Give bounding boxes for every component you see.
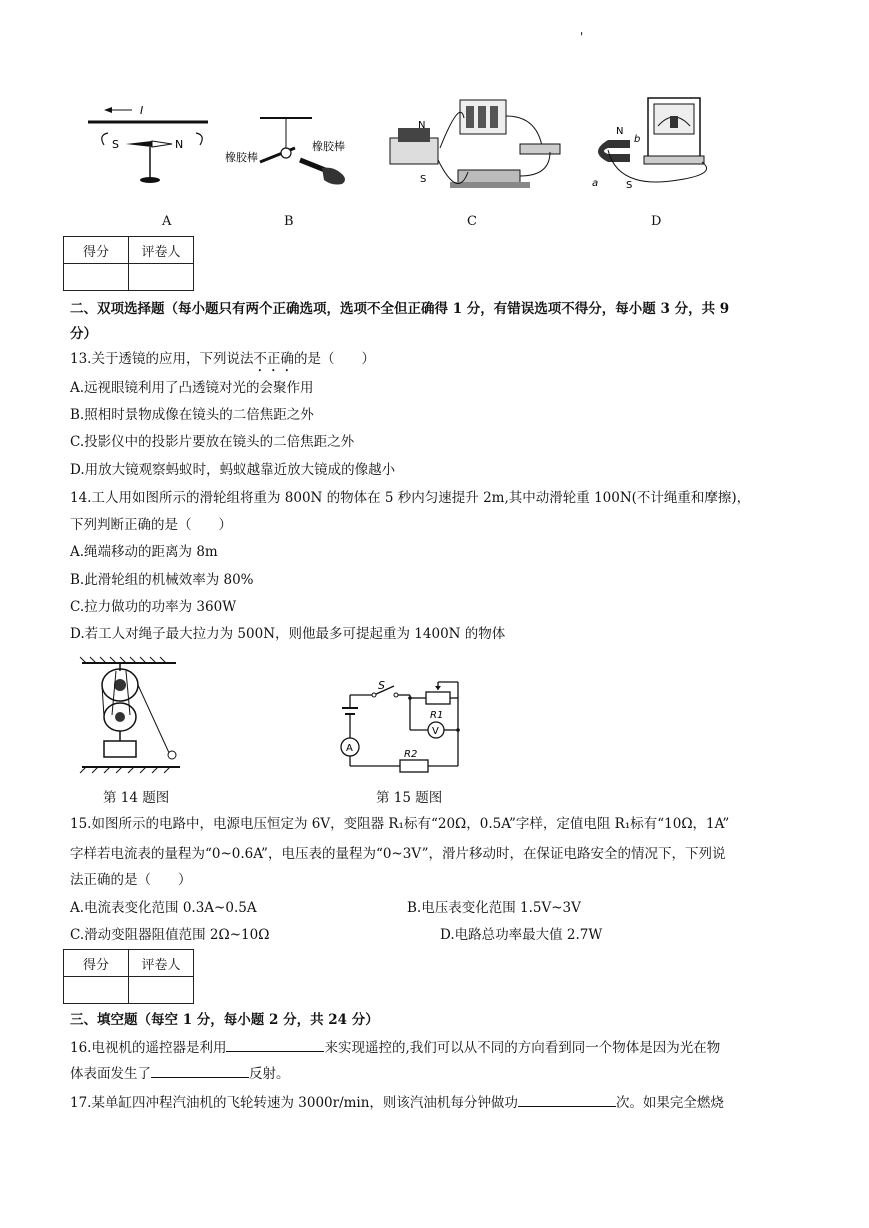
section2-heading: 二、双项选择题（每小题只有两个正确选项，选项不全但正确得 1 分，有错误选项不得分，每小题 3 分，共 9	[70, 301, 730, 317]
fig-d-n-label: N	[616, 126, 624, 137]
q14-option-d: D.若工人对绳子最大拉力为 500N，则他最多可提起重为 1400N 的物体	[70, 626, 506, 642]
q13-stem-pre: 13.关于透镜的应用，下列说法	[70, 351, 254, 367]
fig-d-a-label: a	[592, 178, 599, 189]
fig-d-b-label: b	[634, 134, 641, 145]
q15-option-d: D.电路总功率最大值 2.7W	[440, 927, 603, 943]
q16-line-2	[70, 1063, 290, 1083]
grader-label: 评卷人	[129, 237, 194, 264]
fig15-v-label: V	[432, 726, 439, 737]
q17-line-1	[70, 1092, 724, 1112]
score-table-2	[63, 949, 194, 1004]
figure-c	[390, 100, 560, 188]
fig-a-current-label: I	[140, 104, 144, 117]
fig-c-s-label: S	[420, 174, 427, 185]
q17-text-b: 次。如果完全燃烧	[615, 1095, 724, 1111]
fig-label-b: B	[284, 214, 294, 229]
fig15-caption: 第 15 题图	[376, 790, 443, 806]
fig-b-left-label: 橡胶棒	[225, 151, 258, 164]
q16-text-d: 反射。	[249, 1066, 290, 1082]
score-table-1	[63, 236, 194, 291]
q16-blank-1[interactable]	[226, 1037, 324, 1052]
grader-cell[interactable]	[129, 264, 194, 291]
q16-line-1	[70, 1037, 720, 1057]
q17-blank-1[interactable]	[518, 1092, 616, 1107]
fig-b-right-label: 橡胶棒	[312, 140, 345, 153]
q13-stem-post: 的是（ ）	[293, 351, 375, 367]
q16-text-c: 体表面发生了	[70, 1066, 151, 1082]
score-cell[interactable]	[64, 977, 129, 1004]
q15-stem-2: 字样若电流表的量程为“0~0.6A”，电压表的量程为“0~3V”，滑片移动时，在保证电路安全的情况下，下列说	[70, 846, 726, 862]
score-label: 得分	[64, 237, 129, 264]
q14-option-a: A.绳端移动的距离为 8m	[70, 544, 218, 560]
q13-stem	[70, 350, 375, 375]
fig-label-d: D	[651, 214, 662, 229]
q14-stem-2: 下列判断正确的是（ ）	[70, 517, 232, 533]
fig15-r1-label: R1	[430, 710, 444, 721]
fig15-s-label: S	[378, 680, 385, 692]
q15-stem-3: 法正确的是（ ）	[70, 872, 192, 888]
fig-label-c: C	[467, 214, 477, 229]
fig-d-s-label: S	[626, 180, 633, 191]
q13-option-a: A.远视眼镜利用了凸透镜对光的会聚作用	[70, 380, 314, 396]
figure-a	[88, 104, 208, 183]
q15-option-b: B.电压表变化范围 1.5V~3V	[407, 900, 581, 916]
q14-stem-1: 14.工人用如图所示的滑轮组将重为 800N 的物体在 5 秒内匀速提升 2m,其中动滑轮重 100N(不计绳重和摩擦)，	[70, 490, 751, 506]
grader-cell[interactable]	[129, 977, 194, 1004]
figure-b	[225, 118, 345, 185]
q14-option-c: C.拉力做功的功率为 360W	[70, 599, 237, 615]
figure-15-circuit	[330, 680, 470, 775]
header-mark: '	[580, 30, 584, 44]
q14-option-b: B.此滑轮组的机械效率为 80%	[70, 572, 254, 588]
q13-stem-emph: 不正确	[253, 351, 294, 367]
fig-a-n-label: N	[175, 138, 184, 151]
section2-heading-cont: 分）	[70, 326, 97, 342]
fig-c-n-label: N	[418, 120, 426, 131]
fig14-caption: 第 14 题图	[103, 790, 170, 806]
figure-row-top	[60, 90, 740, 215]
q13-option-d: D.用放大镜观察蚂蚁时，蚂蚁越靠近放大镜成的像越小	[70, 462, 396, 478]
figure-d	[592, 98, 707, 191]
q16-text-a: 16.电视机的遥控器是利用	[70, 1040, 227, 1056]
q16-text-b: 来实现遥控的,我们可以从不同的方向看到同一个物体是因为光在物	[324, 1040, 721, 1056]
q13-option-c: C.投影仪中的投影片要放在镜头的二倍焦距之外	[70, 434, 355, 450]
fig15-r2-label: R2	[404, 749, 418, 760]
grader-label: 评卷人	[129, 950, 194, 977]
q16-blank-2[interactable]	[151, 1063, 249, 1078]
fig-label-a: A	[162, 214, 172, 229]
q15-stem-1: 15.如图所示的电路中，电源电压恒定为 6V，变阻器 R₁标有“20Ω，0.5A”字样，定值电阻 R₁标有“10Ω，1A”	[70, 816, 730, 832]
section3-heading: 三、填空题（每空 1 分，每小题 2 分，共 24 分）	[70, 1012, 379, 1028]
q15-option-a: A.电流表变化范围 0.3A~0.5A	[70, 900, 257, 916]
q17-text-a: 17.某单缸四冲程汽油机的飞轮转速为 3000r/min，则该汽油机每分钟做功	[70, 1095, 518, 1111]
q13-option-b: B.照相时景物成像在镜头的二倍焦距之外	[70, 407, 314, 423]
score-label: 得分	[64, 950, 129, 977]
score-cell[interactable]	[64, 264, 129, 291]
fig15-a-label: A	[346, 743, 353, 754]
q15-option-c: C.滑动变阻器阻值范围 2Ω~10Ω	[70, 927, 270, 943]
figure-14-pulley	[76, 655, 186, 775]
fig-a-s-label: S	[112, 138, 119, 151]
